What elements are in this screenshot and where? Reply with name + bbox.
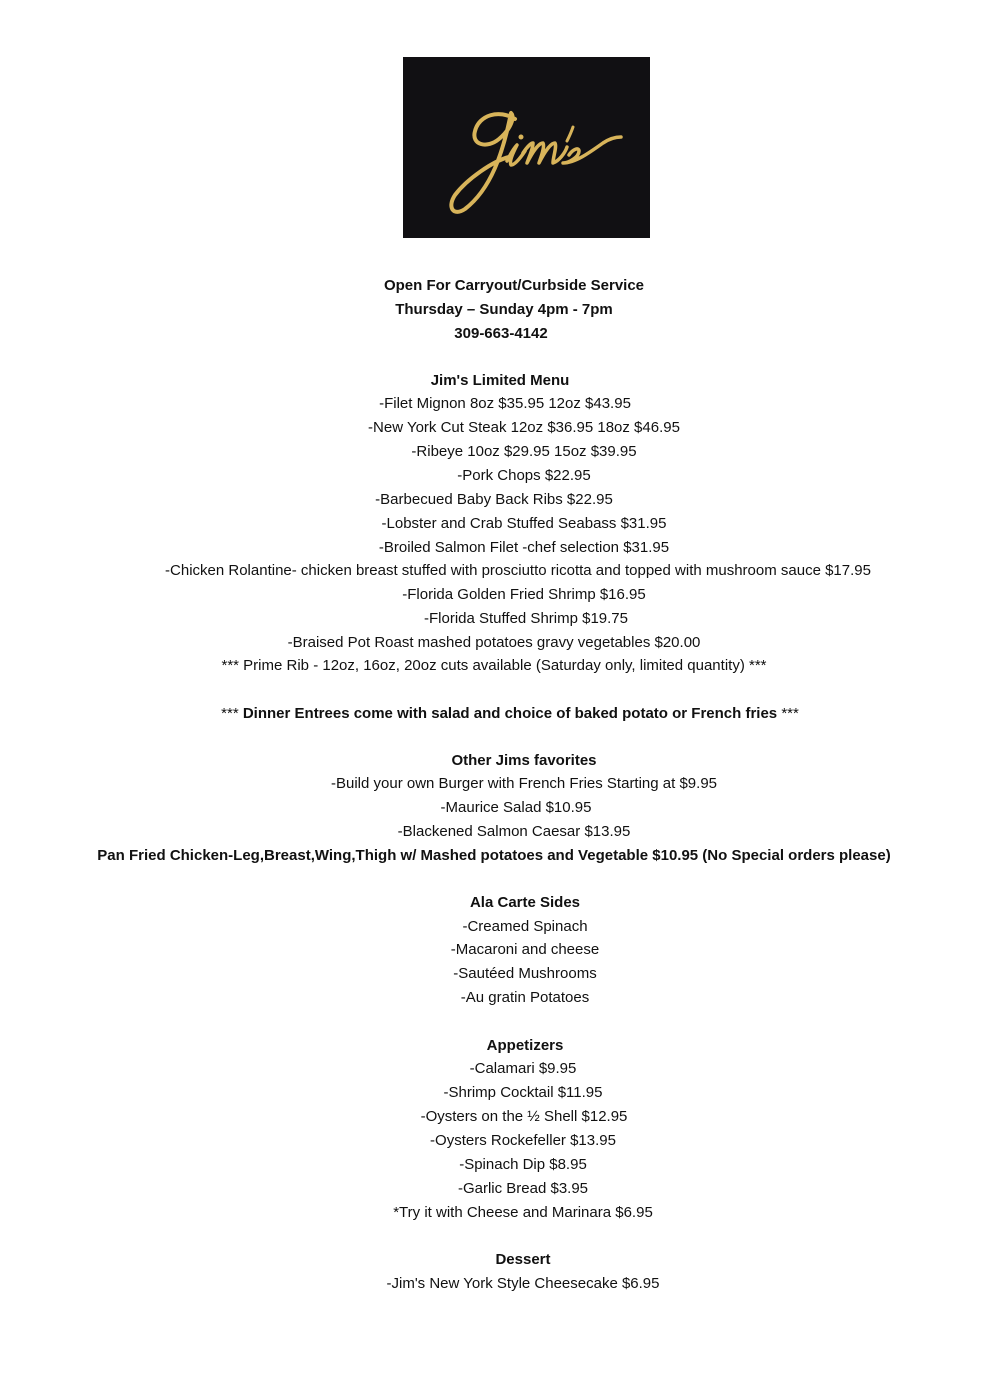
favorites-item: -Blackened Salmon Caesar $13.95 — [397, 823, 631, 840]
appetizers-title: Appetizers — [486, 1037, 564, 1054]
menu-item: -Florida Golden Fried Shrimp $16.95 — [402, 586, 646, 603]
menu-item: -Lobster and Crab Stuffed Seabass $31.95 — [381, 515, 667, 532]
favorites-title: Other Jims favorites — [451, 752, 597, 769]
jims-logo — [403, 57, 650, 238]
menu-item: -Barbecued Baby Back Ribs $22.95 — [375, 491, 613, 508]
favorites-item: -Maurice Salad $10.95 — [440, 799, 592, 816]
appetizer-item: *Try it with Cheese and Marinara $6.95 — [393, 1204, 653, 1221]
side-item: -Creamed Spinach — [462, 918, 588, 935]
phone-line: 309-663-4142 — [454, 325, 548, 342]
pan-fried-chicken-special: Pan Fried Chicken-Leg,Breast,Wing,Thigh w/ Mashed potatoes and Vegetable $10.95 (No Special orders please) — [97, 847, 891, 864]
appetizer-item: -Oysters on the ½ Shell $12.95 — [420, 1108, 628, 1125]
menu-item: -Filet Mignon 8oz $35.95 12oz $43.95 — [379, 395, 631, 412]
service-line: Open For Carryout/Curbside Service — [383, 277, 645, 294]
appetizer-item: -Spinach Dip $8.95 — [459, 1156, 587, 1173]
menu-item: -Florida Stuffed Shrimp $19.75 — [423, 610, 629, 627]
menu-item: -Braised Pot Roast mashed potatoes gravy vegetables $20.00 — [287, 634, 701, 651]
jims-script-logo — [403, 57, 650, 238]
side-item: -Au gratin Potatoes — [460, 989, 590, 1006]
limited-menu-title: Jim's Limited Menu — [430, 372, 570, 389]
prime-rib-note: *** Prime Rib - 12oz, 16oz, 20oz cuts available (Saturday only, limited quantity) *** — [221, 657, 767, 674]
side-item: -Sautéed Mushrooms — [453, 965, 597, 982]
entrees-note-prefix: *** — [221, 705, 243, 722]
appetizer-item: -Garlic Bread $3.95 — [457, 1180, 589, 1197]
entrees-note-text: Dinner Entrees come with salad and choice of baked potato or French fries — [242, 705, 778, 722]
hours-line: Thursday – Sunday 4pm - 7pm — [395, 301, 613, 318]
sides-title: Ala Carte Sides — [469, 894, 581, 911]
entrees-note-suffix: *** — [777, 705, 799, 722]
menu-item: -Chicken Rolantine- chicken breast stuffed with prosciutto ricotta and topped with mushroom sauce $17.95 — [165, 562, 871, 579]
favorites-item: -Build your own Burger with French Fries Starting at $9.95 — [330, 775, 718, 792]
menu-item: -Ribeye 10oz $29.95 15oz $39.95 — [411, 443, 637, 460]
menu-item: -New York Cut Steak 12oz $36.95 18oz $46.95 — [368, 419, 680, 436]
menu-item: -Broiled Salmon Filet -chef selection $31.95 — [378, 539, 670, 556]
dessert-title: Dessert — [495, 1251, 551, 1268]
dessert-item: -Jim's New York Style Cheesecake $6.95 — [386, 1275, 660, 1292]
appetizer-item: -Shrimp Cocktail $11.95 — [443, 1084, 603, 1101]
appetizer-item: -Calamari $9.95 — [469, 1060, 577, 1077]
menu-item: -Pork Chops $22.95 — [457, 467, 591, 484]
entrees-note — [221, 704, 799, 724]
side-item: -Macaroni and cheese — [450, 941, 600, 958]
appetizer-item: -Oysters Rockefeller $13.95 — [430, 1132, 616, 1149]
